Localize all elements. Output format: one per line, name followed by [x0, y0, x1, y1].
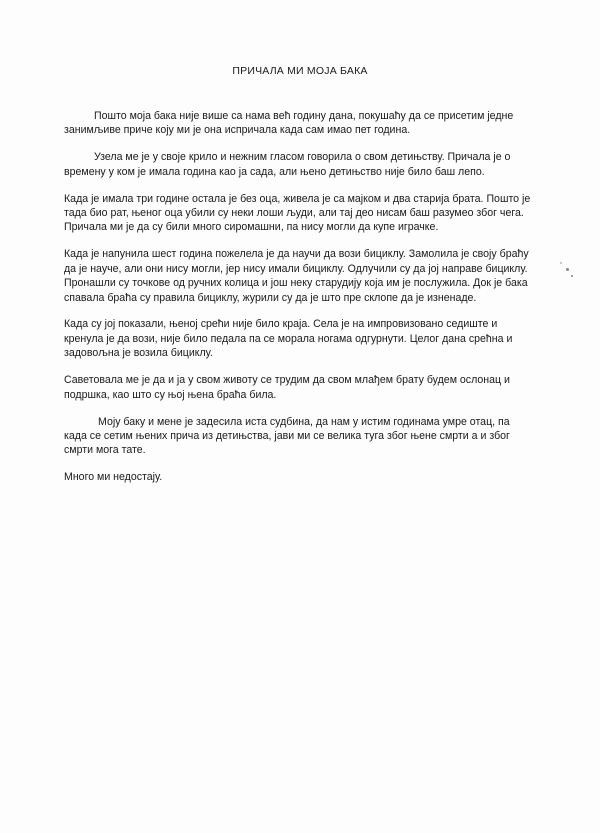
paragraph-1	[64, 109, 524, 138]
text-line: тада био рат, њеног оца убили су неки лоши људи, али тај део нисам баш разумео због чега.	[64, 207, 524, 220]
text-line: када се сетим њених прича из детињства, јави ми се велика туга због њене смрти а и због	[64, 429, 510, 442]
paragraph-6	[64, 373, 524, 402]
story-body	[64, 109, 531, 497]
text-line: Причала ми је да су били много сиромашни, па нису могли да купе играчке.	[64, 221, 439, 234]
scan-speck	[560, 262, 562, 264]
text-line: кренула је да вози, није било педала па се морала ногама одгурнути. Целог дана срећна и	[64, 332, 513, 345]
scan-speck	[571, 275, 573, 277]
text-line: Много ми недостају.	[64, 471, 163, 484]
text-line: подршка, као што су њој њена браћа била.	[64, 388, 277, 401]
text-line: спавала браћа су правила бициклу, журили су да је што пре склопе да је изненаде.	[64, 291, 477, 304]
text-line: Узела ме је у своје крило и нежним гласом говорила о свом детињству. Причала је о	[94, 151, 511, 164]
paragraph-8	[64, 470, 524, 484]
text-line: Када је напунила шест година пожелела је да научи да вози бициклу. Замолила је своју браћу	[64, 248, 529, 261]
text-line: занимљиве приче коју ми је она испричала када сам имао пет година.	[64, 124, 411, 137]
scan-speck	[566, 268, 569, 271]
text-line: Када је имала три године остала је без оца, живела је са мајком и два старија брата. Пошто је	[64, 192, 531, 205]
paragraph-7	[64, 415, 524, 458]
text-line: времену у ком је имала година као ја сада, али њено детињство није било баш лепо.	[64, 165, 485, 178]
text-line: да је науче, али они нису могли, јер нису имали бициклу. Одлучили су да јој направе бициклу.	[64, 262, 528, 275]
paragraph-2	[64, 150, 524, 179]
text-line: смрти мога тате.	[64, 444, 146, 457]
page-title: ПРИЧАЛА МИ МОЈА БАКА	[232, 65, 368, 77]
paragraph-4	[64, 247, 529, 305]
text-line: задовољна је возила бициклу.	[64, 347, 213, 360]
paragraph-3	[64, 192, 531, 235]
text-line: Када су јој показали, њеној срећи није било краја. Села је на импровизовано седиште и	[64, 318, 498, 331]
text-line: Моју баку и мене је задесила иста судбина, да нам у истим годинама умре отац, па	[98, 415, 510, 428]
paragraph-5	[64, 317, 524, 360]
text-line: Саветовала ме је да и ја у свом животу се трудим да свом млађем брату будем ослонац и	[64, 374, 510, 387]
text-line: Пошто моја бака није више са нама већ годину дана, покушаћу да се присетим једне	[94, 110, 514, 122]
text-line: Пронашли су точкове од ручних колица и још неку старудију која им је послужила. Док је бака	[64, 277, 528, 290]
